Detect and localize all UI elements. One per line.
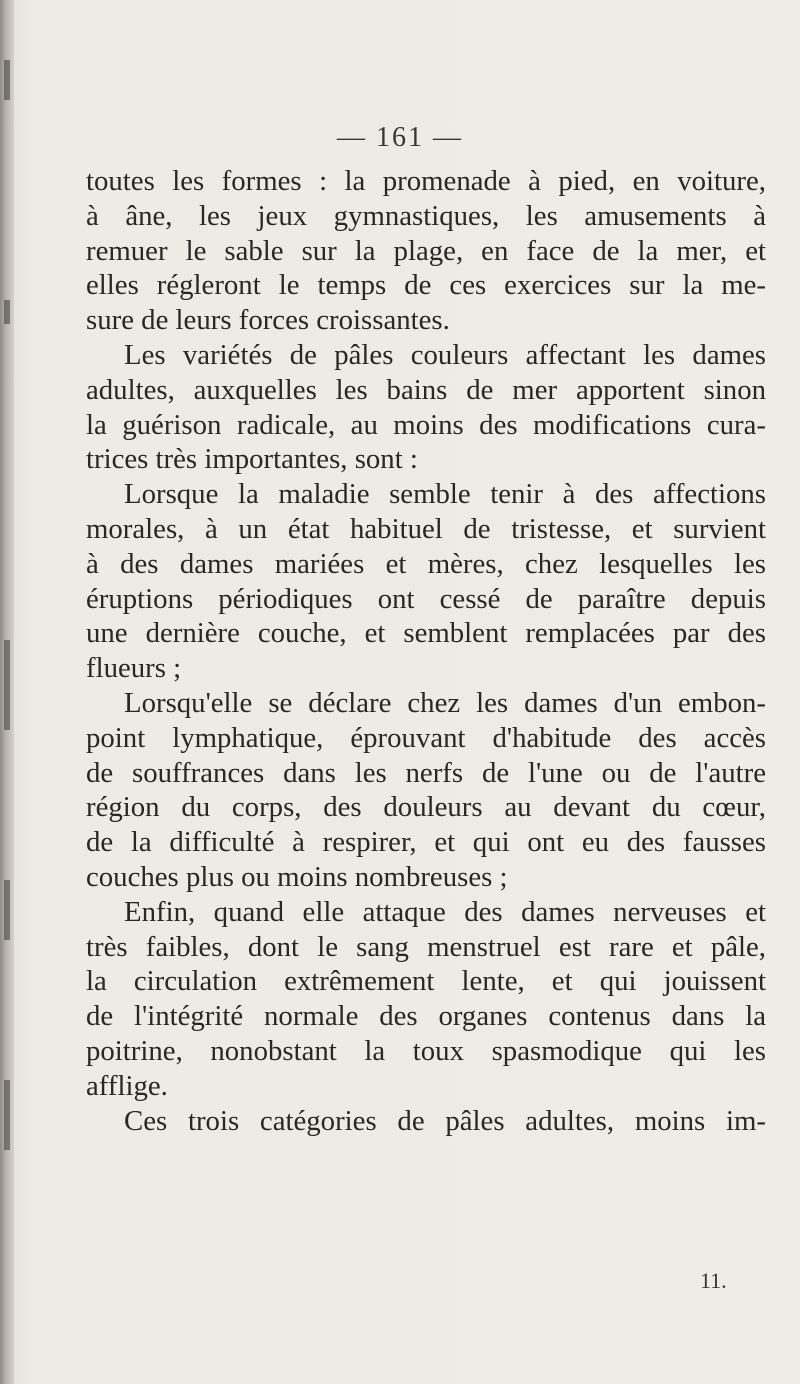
text-line: de la difficulté à respirer, et qui ont eu des fausses [86,826,766,859]
text-line: adultes, auxquelles les bains de mer apportent sinon [86,373,766,406]
signature-mark: 11. [700,1268,727,1293]
text-line: éruptions périodiques ont cessé de paraître depuis [86,582,766,615]
text-line: région du corps, des douleurs au devant du cœur, [86,791,766,824]
text-line: sure de leurs forces croissantes. [86,304,450,337]
text-line: la circulation extrêmement lente, et qui jouissent [86,965,766,998]
text-line: remuer le sable sur la plage, en face de la mer, et [86,234,766,267]
text-line: à des dames mariées et mères, chez lesquelles les [86,547,766,580]
text-line: la guérison radicale, au moins des modifications cura- [86,408,766,441]
text-line: couches plus ou moins nombreuses ; [86,860,508,893]
spine-shadow-mark [4,640,10,730]
text-line: de souffrances dans les nerfs de l'une ou de l'autre [86,756,766,789]
book-spine-edge [0,0,14,1384]
text-line: flueurs ; [86,652,182,685]
text-line: toutes les formes : la promenade à pied, en voiture, [86,165,766,197]
spine-shadow-mark [4,880,10,940]
text-line: Les variétés de pâles couleurs affectant les dames [124,338,766,371]
text-line: poitrine, nonobstant la toux spasmodique qui les [86,1034,766,1067]
page-number-header: — 161 — [337,122,463,153]
text-line: à âne, les jeux gymnastiques, les amusements à [86,199,766,232]
text-line: Ces trois catégories de pâles adultes, moins im- [124,1104,766,1137]
spine-shadow-mark [4,1080,10,1150]
text-line: point lymphatique, éprouvant d'habitude des accès [86,721,766,754]
spine-shadow-mark [4,60,10,100]
text-line: afflige. [86,1069,168,1102]
spine-shadow-mark [4,300,10,324]
text-line: trices très importantes, sont : [86,443,418,476]
text-line: Lorsqu'elle se déclare chez les dames d'un embon- [124,686,766,719]
text-line: morales, à un état habituel de tristesse, et survient [86,512,766,545]
text-line: Enfin, quand elle attaque des dames nerveuses et [124,895,766,928]
body-text [86,164,766,1138]
text-line: une dernière couche, et semblent remplacées par des [86,617,766,650]
text-line: elles régleront le temps de ces exercices sur la me- [86,269,766,302]
text-line: Lorsque la maladie semble tenir à des affections [124,478,766,511]
text-line: de l'intégrité normale des organes contenus dans la [86,1000,766,1033]
text-line: très faibles, dont le sang menstruel est rare et pâle, [86,930,766,963]
